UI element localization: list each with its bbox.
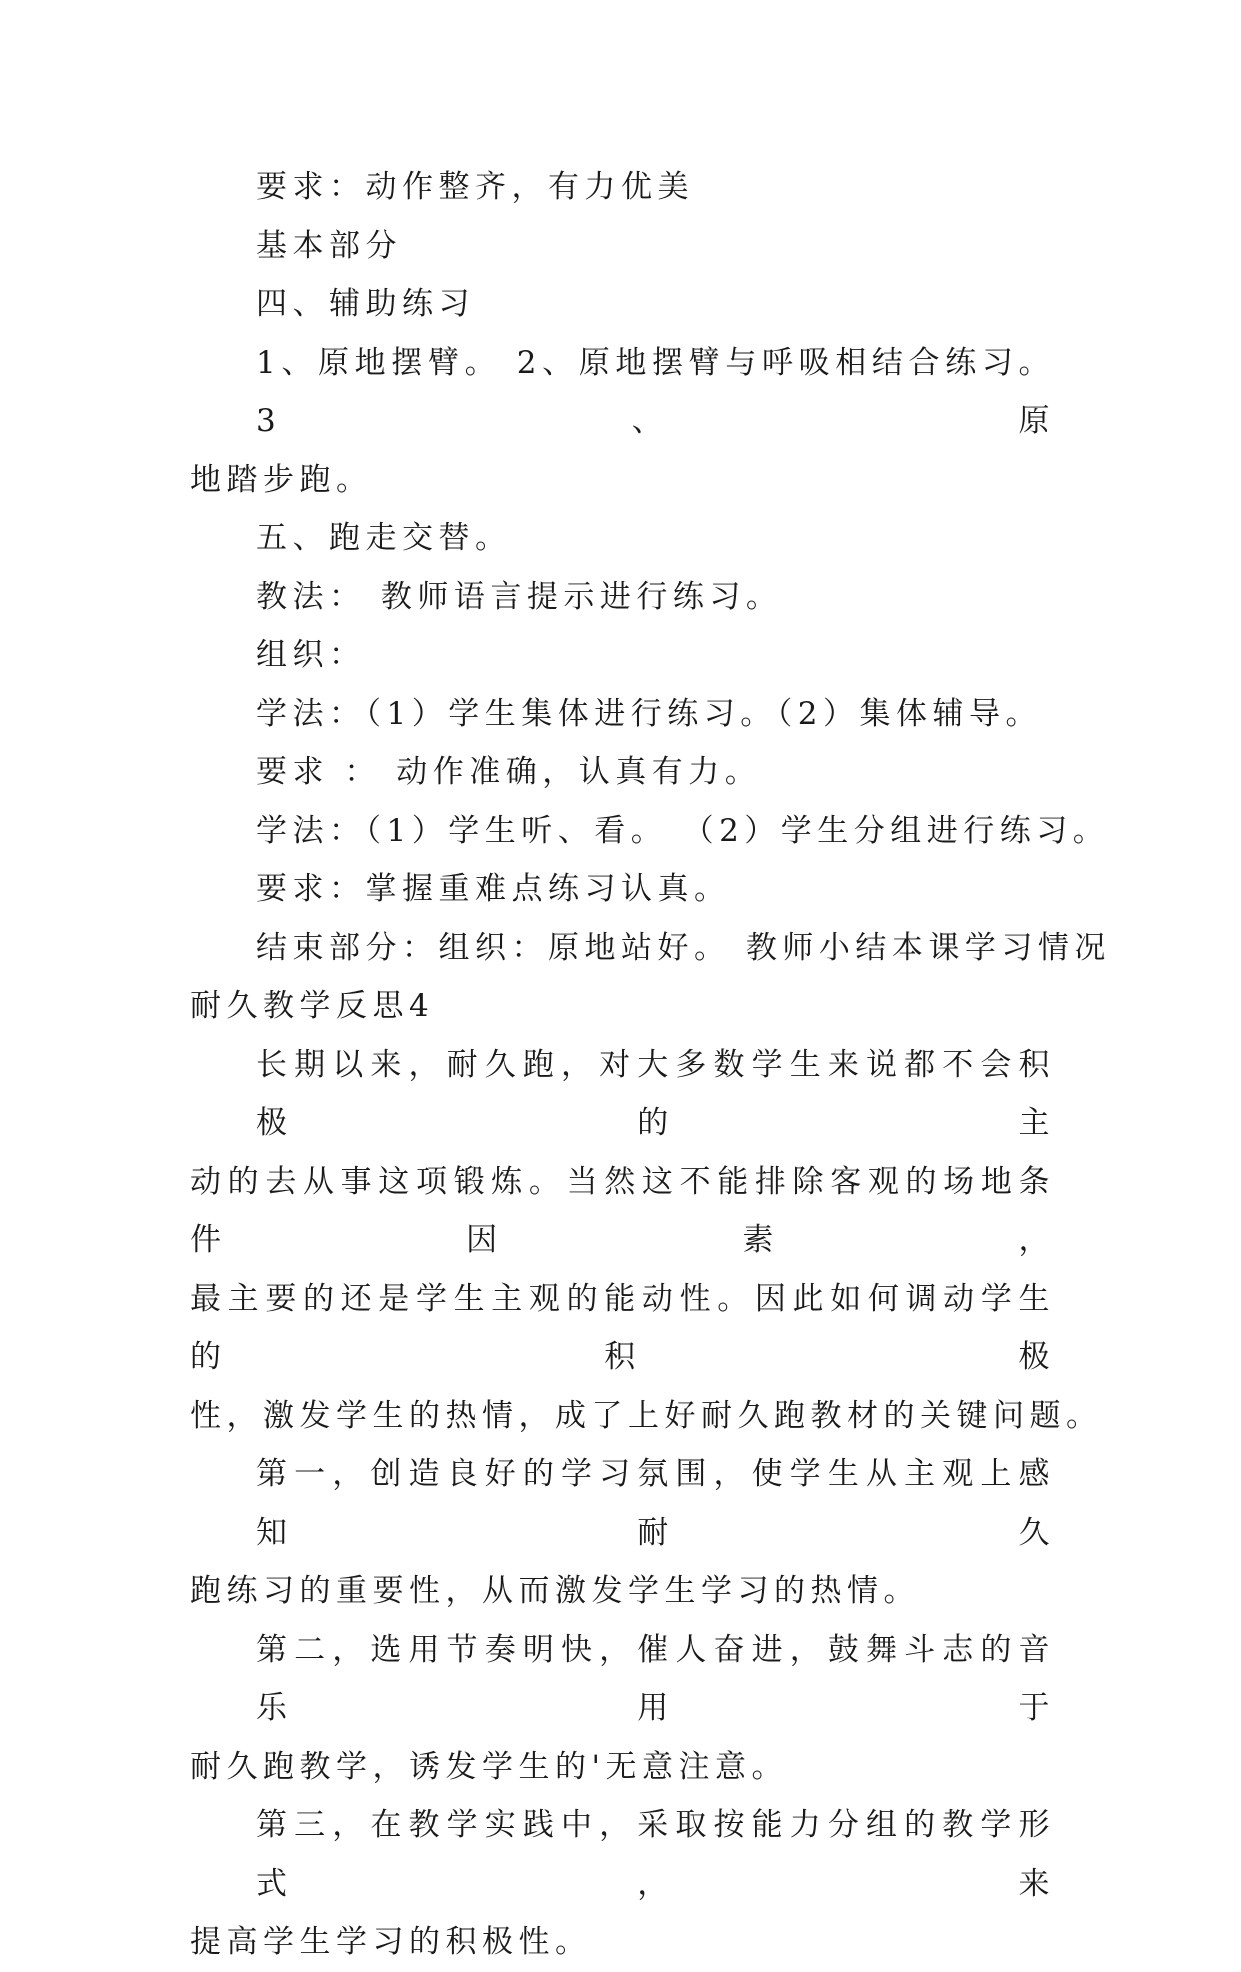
section-heading-basic-part: 基本部分 [256,227,402,264]
text-line-practice-items: 1、原地摆臂。 2、原地摆臂与呼吸相结合练习。3、原 [256,344,1055,439]
paragraph-line-first: 第一，创造良好的学习氛围，使学生从主观上感知耐久 [256,1456,1055,1551]
text-line-learning-method-1: 学法：（1）学生集体进行练习。（2）集体辅导。 [256,695,1042,732]
text-line-organization: 组织： [256,637,366,673]
text-line-practice-items-cont: 地踏步跑。 [190,461,373,498]
text-line-requirement-3: 要求：掌握重难点练习认真。 [256,871,731,907]
text-line-requirement-1: 要求：动作整齐，有力优美 [256,169,694,205]
paragraph-line: 动的去从事这项锻炼。当然这不能排除客观的场地条件因素， [190,1163,1055,1258]
section-heading-run-walk: 五、跑走交替。 [256,520,512,556]
paragraph-line-third: 第三，在教学实践中，采取按能力分组的教学形式，来 [256,1807,1055,1902]
paragraph-line-second: 第二，选用节奏明快，催人奋进，鼓舞斗志的音乐用于 [256,1631,1055,1726]
section-heading-auxiliary-practice: 四、辅助练习 [256,286,475,322]
paragraph-line: 长期以来，耐久跑，对大多数学生来说都不会积极的主 [256,1046,1055,1141]
section-title-reflection-4: 耐久教学反思4 [190,988,435,1024]
text-line-teaching-method: 教法： 教师语言提示进行练习。 [256,578,783,615]
paragraph-line-third-cont: 提高学生学习的积极性。 [190,1924,592,1960]
paragraph-line-first-cont: 跑练习的重要性，从而激发学生学习的热情。 [190,1573,920,1609]
paragraph-line-second-cont: 耐久跑教学，诱发学生的'无意注意。 [190,1748,789,1785]
text-line-ending-part: 结束部分：组织：原地站好。 教师小结本课学习情况 [256,929,1111,966]
text-line-learning-method-2: 学法：（1）学生听、看。 （2）学生分组进行练习。 [256,812,1110,849]
paragraph-line: 性，激发学生的热情，成了上好耐久跑教材的关键问题。 [190,1397,1103,1434]
document-page [190,158,1111,1972]
text-line-requirement-2: 要求 ： 动作准确，认真有力。 [256,754,762,790]
paragraph-line: 最主要的还是学生主观的能动性。因此如何调动学生的积极 [190,1280,1055,1375]
